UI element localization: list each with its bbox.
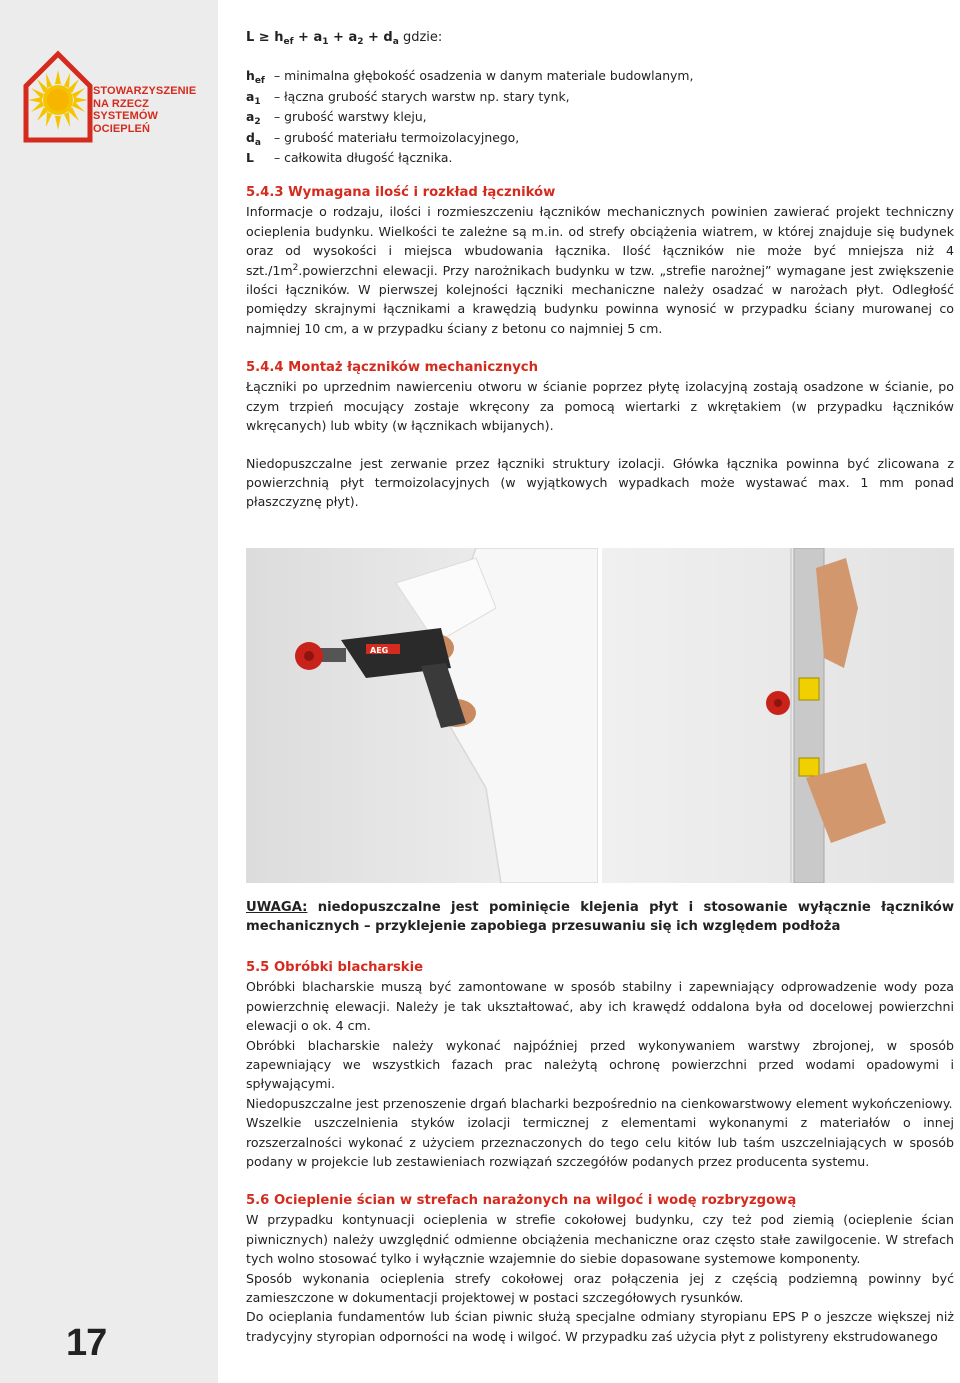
legend-subscript: 2 [254, 117, 261, 127]
section-5-4-3 [246, 183, 954, 338]
note-text [246, 898, 954, 937]
section-5-5 [246, 958, 954, 1171]
legend-subscript: ef [254, 76, 265, 86]
legend-row [246, 148, 693, 169]
legend-row [246, 128, 693, 149]
logo-line-1: STOWARZYSZENIE [93, 85, 197, 97]
section-5-6 [246, 1191, 954, 1346]
section-heading: 5.6 Ocieplenie ścian w strefach narażonych na wilgoć i wodę rozbryzgową [246, 1193, 797, 1208]
logo-text [93, 85, 217, 135]
logo-line-2: NA RZECZ [93, 97, 149, 110]
section-heading: 5.4.4 Montaż łączników mechanicznych [246, 360, 539, 375]
section-paragraph: Niedopuszczalne jest zerwanie przez łączniki struktury izolacji. Główka łącznika powinna być zlicowana z powierzchnią płyt termoizolacyjnych (w wyjątkowych wypadkach może wystawać max. 1 mm ponad płaszczyznę płyt). [246, 455, 954, 510]
legend-text: – grubość warstwy kleju, [274, 109, 427, 124]
formula-sub-a: a [392, 37, 399, 47]
formula-sub-2: 2 [357, 37, 364, 47]
formula-sub-1: 1 [322, 37, 329, 47]
installation-photo [246, 548, 954, 883]
drill-brand-label: AEG [370, 646, 389, 655]
section-paragraph: W przypadku kontynuacji ocieplenia w strefie cokołowej budynku, czy też pod ziemią (ocieplenie ścian piwnicznych) należy uwzględnić odmienne obciążenia mechaniczne oraz często stałe zawilgocenie. W strefach tych wolno stosować tylko i wyłącznie wzajemnie do siebie dopasowane systemowe komponenty. [246, 1212, 954, 1267]
warning-note [246, 898, 954, 937]
section-paragraph: Obróbki blacharskie muszą być zamontowane w sposób stabilny i zapewniający odprowadzenie wody poza powierzchnię elewacji. Należy je tak ukształtować, aby ich krawędź oddalona była od docelowej powierzchni elewacji o ok. 4 cm. [246, 979, 954, 1034]
legend-row [246, 66, 693, 87]
note-body: niedopuszczalne jest pominięcie klejenia płyt i stosowanie wyłącznie łączników mechanicznych – przyklejenie zapobiega przesuwaniu się ich względem podłoża [246, 900, 954, 935]
paragraph-text: Informacje o rodzaju, ilości i rozmieszczeniu łączników mechanicznych powinien zawierać projekt techniczny ocieplenia budynku. Wielkości te zależne są m.in. od strefy obciążenia wiatrem, w której znajduje się budynek oraz od wysokości i miejsca wbudowania łącznika. Ilość łączników nie może być mniejsza niż 4 szt./1m [246, 204, 954, 278]
formula-sub-ef: ef [283, 37, 294, 47]
paragraph-text-cont: .powierzchni elewacji. Przy narożnikach budynku w tzw. „strefie narożnej” wymagane jest zwiększenie ilości łączników. W pierwszej kolejności łączniki mechaniczne należy osadzać w narożach płyt. Odległość pomiędzy skrajnymi łącznikami a krawędzią budynku powinna wynosić w przypadku ściany murowanej co najmniej 10 cm, a w przypadku ściany z betonu co najmniej 5 cm. [246, 262, 954, 336]
formula-a2: + a [328, 30, 358, 45]
legend-text: – całkowita długość łącznika. [274, 150, 453, 165]
section-paragraph: Niedopuszczalne jest przenoszenie drgań blacharki bezpośrednio na cienkowarstwowy element wykończeniowy. [246, 1095, 953, 1111]
legend-text: – minimalna głębokość osadzenia w danym materiale budowlanym, [274, 68, 694, 83]
legend-row [246, 87, 693, 108]
legend-symbol: d [246, 129, 255, 145]
legend-subscript: 1 [254, 96, 261, 107]
legend-text: – grubość materiału termoizolacyjnego, [274, 129, 520, 145]
formula-d: + d [363, 30, 393, 45]
legend-symbol: a [246, 88, 255, 104]
section-paragraph [246, 202, 954, 338]
formula-lhs: L ≥ h [246, 30, 284, 45]
level-bubble [799, 678, 819, 700]
section-heading: 5.5 Obróbki blacharskie [246, 960, 424, 975]
section-paragraph: Wszelkie uszczelnienia styków izolacji termicznej z elementami wykonanymi z materiałów o innej rozszerzalności wykonać z użyciem przeznaczonych do tego celu kitów lub taśm uszczelniających w sposób podany w projekcie lub zestawieniach rozwiązań szczegółów podanych przez producenta systemu. [246, 1115, 954, 1170]
note-label: UWAGA: [246, 900, 308, 915]
page-number: 17 [66, 1322, 107, 1364]
section-paragraph: Sposób wykonania ocieplenia strefy cokołowej oraz połączenia jej z częścią podziemną powinny być zamieszczone w dokumentacji projektowej w postaci szczegółowych rysunków. [246, 1270, 954, 1306]
photo-illustration [246, 548, 954, 883]
wall-right [602, 548, 954, 883]
legend-symbol: a [246, 109, 255, 124]
formula-tail: gdzie: [398, 30, 443, 45]
section-paragraph: Łączniki po uprzednim nawierceniu otworu w ścianie poprzez płytę izolacyjną zostają osadzone w ścianie, po czym trzpień mocujący zostaje wkręcony za pomocą wiertarki z wkrętakiem (w przypadku łączników wkręcanych) lub wbity (w łącznikach wbijanych). [246, 379, 954, 434]
section-heading: 5.4.3 Wymagana ilość i rozkład łączników [246, 185, 556, 200]
sidebar [0, 0, 218, 1383]
formula [246, 28, 442, 47]
section-5-4-4 [246, 358, 954, 512]
legend-row [246, 107, 693, 128]
formula-a1: + a [293, 30, 323, 45]
legend-symbol: h [246, 68, 255, 83]
section-paragraph: Obróbki blacharskie należy wykonać najpóźniej przed wykonywaniem warstwy zbrojonej, w sposób zapewniający we wszystkich fazach prac należytą ochronę powierzchni przed wodami opadowymi i spływającymi. [246, 1037, 954, 1092]
logo-line-3: SYSTEMÓW OCIEPLEŃ [93, 110, 158, 135]
section-paragraph: Do ocieplania fundamentów lub ścian piwnic służą specjalne odmiany styropianu EPS P o jeszcze większej niż tradycyjny styropian odporności na wodę i wilgoć. W przypadku zaś użycia płyt z polistyreny ekstrudowanego [246, 1309, 954, 1344]
legend-text: – łączna grubość starych warstw np. stary tynk, [274, 88, 570, 104]
superscript: 2 [292, 262, 299, 273]
legend-subscript: a [254, 137, 261, 148]
formula-legend [246, 66, 693, 169]
legend-symbol: L [246, 150, 254, 165]
